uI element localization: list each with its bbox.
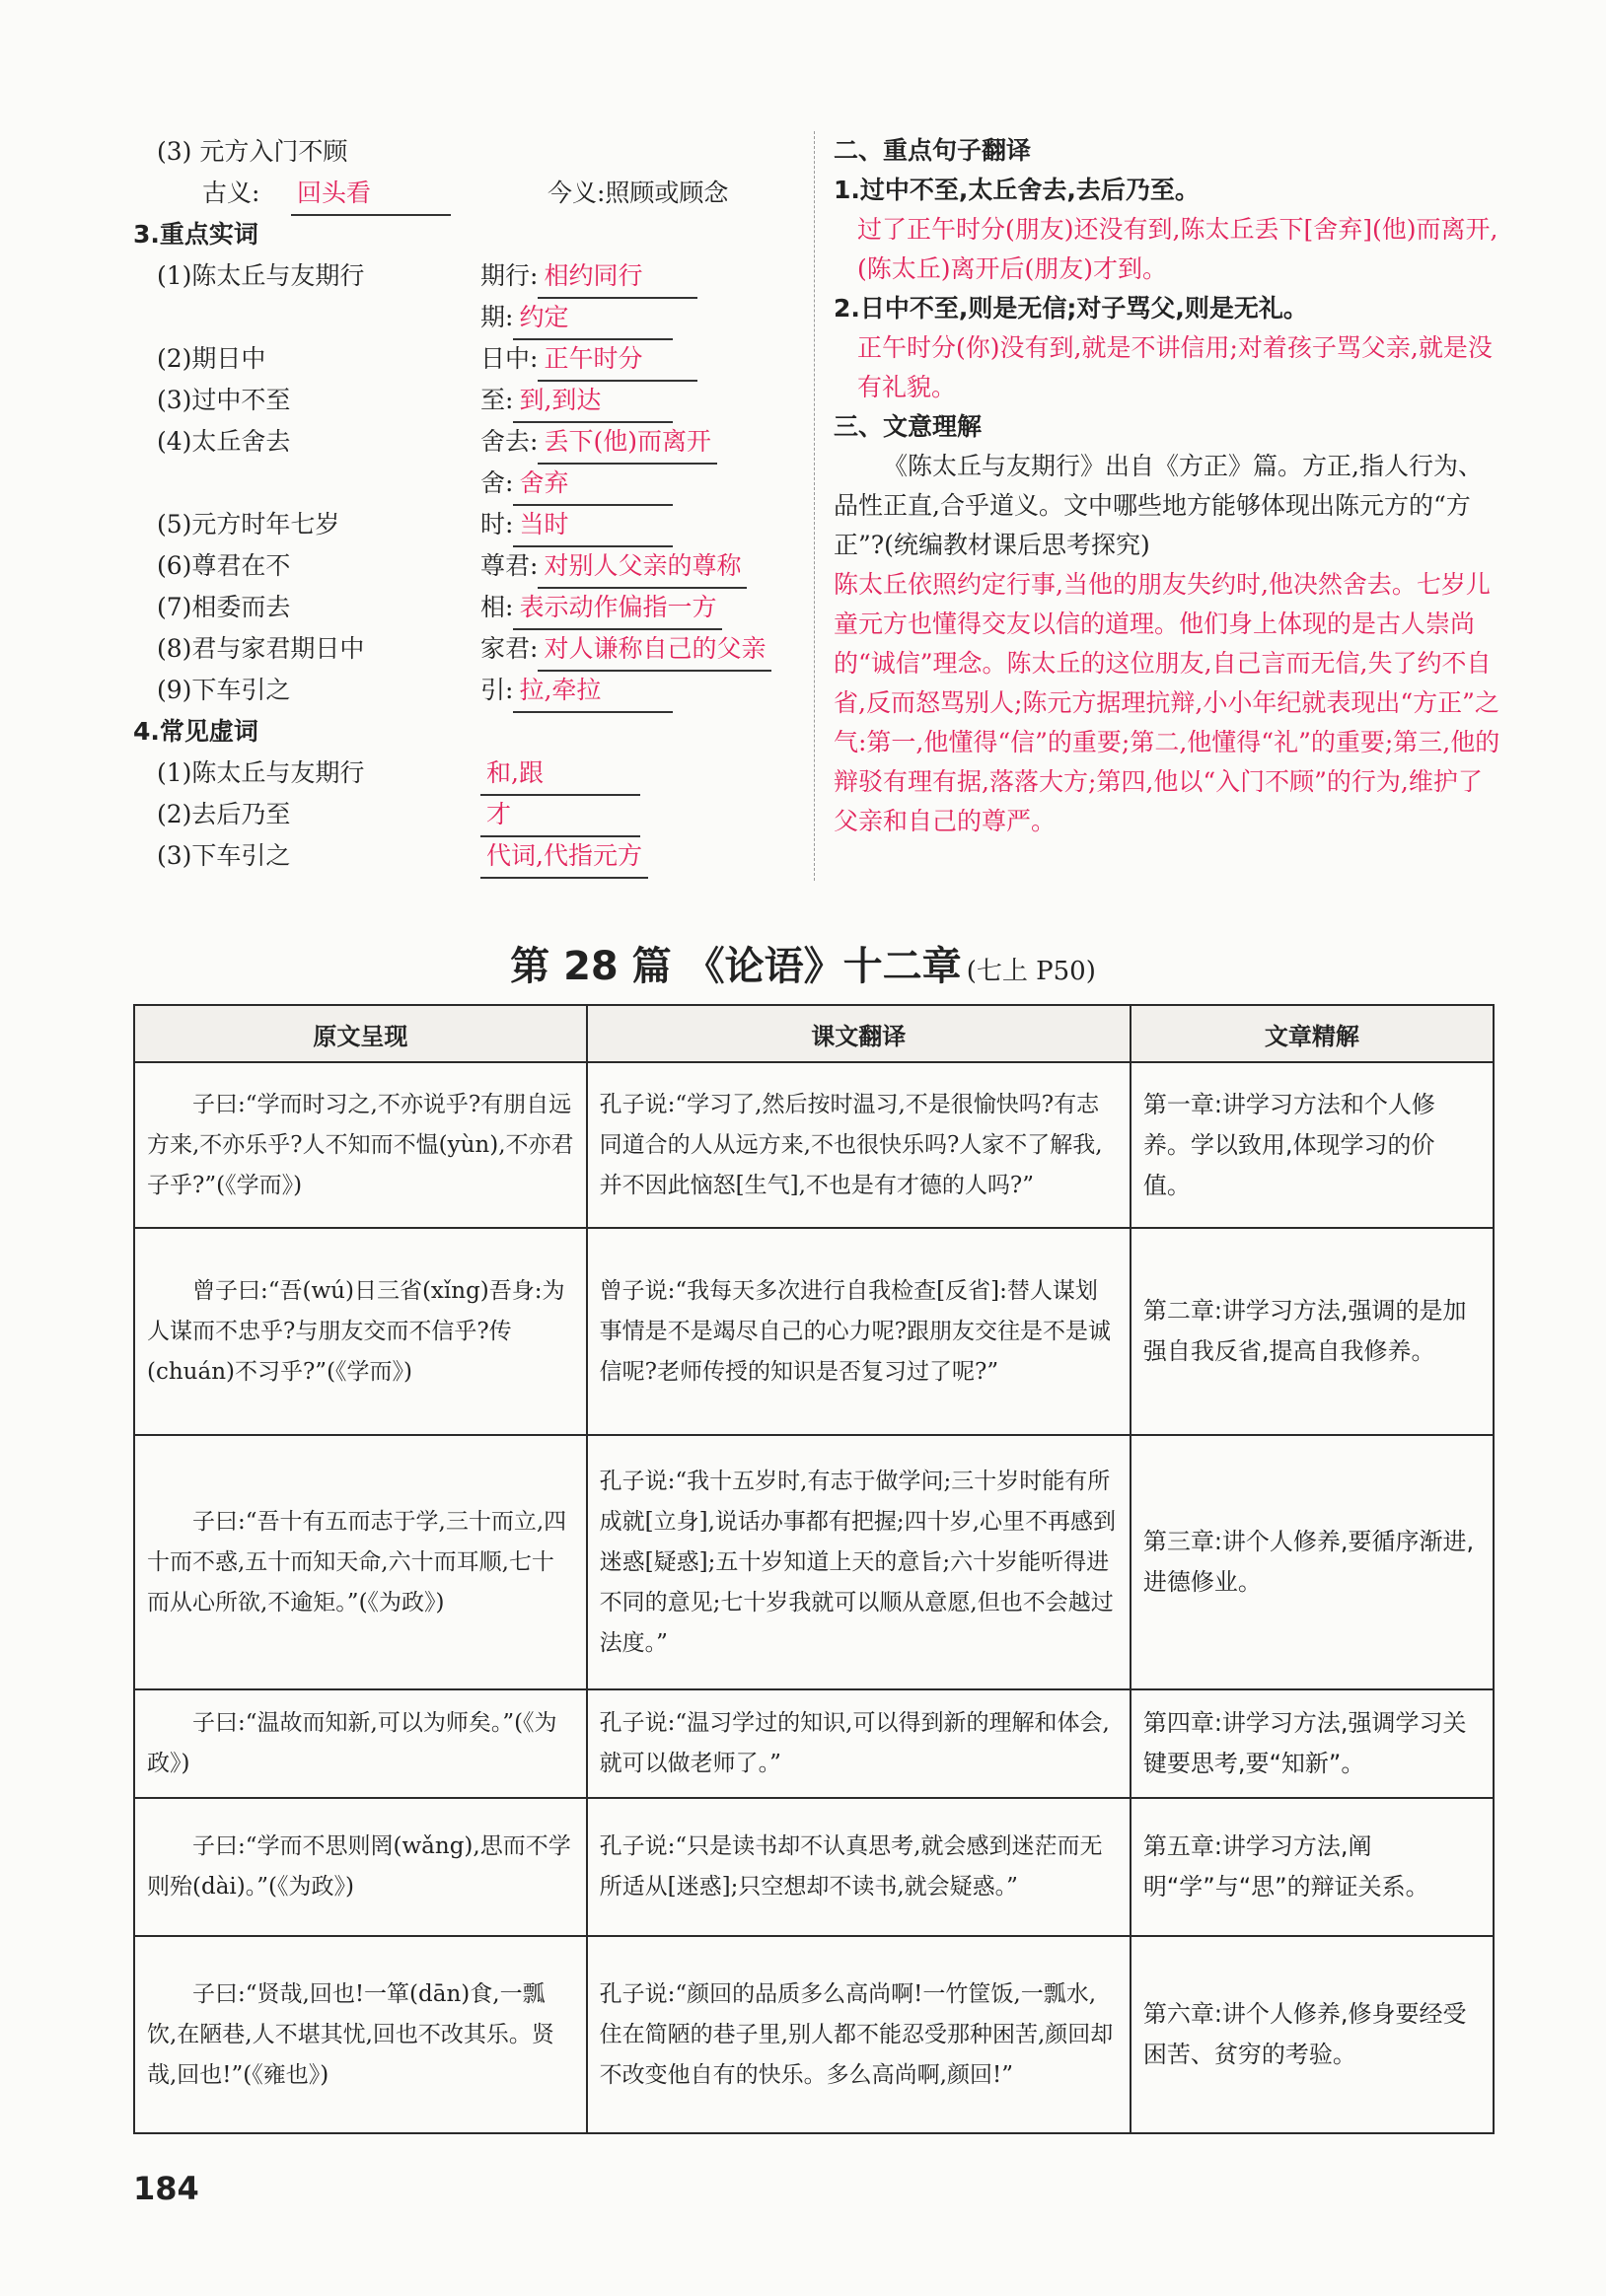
vocab-heading: 4.常见虚词 — [133, 717, 258, 746]
vocab-source: (5)元方时年七岁 — [157, 510, 340, 538]
vocab-source: (4)太丘舍去 — [157, 427, 291, 456]
vocab-row — [133, 753, 804, 794]
vocab-answer: 舍弃 — [513, 463, 673, 506]
vocab-answer: 对别人父亲的尊称 — [538, 545, 747, 589]
vocab-source: (3)过中不至 — [157, 386, 291, 414]
table-row — [134, 1936, 1494, 2133]
vocab-row — [133, 255, 804, 297]
translation-text: 孔子说:“温习学过的知识,可以得到新的理解和体会,就可以做老师了。” — [587, 1689, 1131, 1798]
vocab-row — [133, 628, 804, 670]
vocab-row — [133, 380, 804, 421]
vocab-answer: 拉,牵拉 — [513, 670, 673, 713]
chapter-main-title: 第 28 篇 《论语》十二章 — [510, 944, 962, 989]
sentence-answer: 过了正午时分(朋友)还没有到,陈太丘丢下[舍弃](他)而离开,(陈太丘)离开后(朋友)才到。 — [857, 215, 1498, 283]
original-text: 子曰:“温故而知新,可以为师矣。”(《为政》) — [134, 1689, 587, 1798]
vocab-source: (8)君与家君期日中 — [157, 634, 365, 663]
header-analysis: 文章精解 — [1131, 1005, 1494, 1062]
vocab-source: (3) 元方入门不顾 — [157, 137, 348, 166]
table-row — [134, 1062, 1494, 1228]
header-translation: 课文翻译 — [587, 1005, 1131, 1062]
sentence-answer: 正午时分(你)没有到,就是不讲信用;对着孩子骂父亲,就是没有礼貌。 — [857, 333, 1493, 401]
vocab-answer: 丢下(他)而离开 — [538, 421, 717, 465]
analysis-text: 第四章:讲学习方法,强调学习关键要思考,要“知新”。 — [1131, 1689, 1494, 1798]
original-text: 子曰:“学而时习之,不亦说乎?有朋自远方来,不亦乐乎?人不知而不愠(yùn),不亦君子乎?”(《学而》) — [134, 1062, 587, 1228]
vocab-row — [133, 587, 804, 628]
vocab-term: 期行: — [480, 261, 539, 290]
vocab-row — [133, 131, 804, 173]
vocab-source: (2)去后乃至 — [157, 800, 291, 828]
vocab-answer: 才 — [480, 794, 640, 837]
vocab-term: 日中: — [480, 344, 539, 373]
vocab-answer: 当时 — [513, 504, 673, 547]
vocab-row — [133, 463, 804, 504]
vocab-term: 期: — [480, 303, 514, 331]
vocab-term: 引: — [480, 676, 514, 704]
vocab-term: 舍去: — [480, 427, 539, 456]
vocab-term: 至: — [480, 386, 514, 414]
vocab-answer: 相约同行 — [538, 255, 697, 299]
vocab-source: (6)尊君在不 — [157, 551, 291, 580]
table-header-row — [134, 1005, 1494, 1062]
chapter-title — [0, 935, 1606, 991]
translation-text: 孔子说:“我十五岁时,有志于做学问;三十岁时能有所成就[立身],说话办事都有把握;四十岁,心里不再感到迷惑[疑惑];五十岁知道上天的意旨;六十岁能听得进不同的意见;七十岁我就可以顺从意愿,但也不会越过法度。” — [587, 1435, 1131, 1689]
translation-text: 孔子说:“学习了,然后按时温习,不是很愉快吗?有志同道合的人从远方来,不也很快乐吗?人家不了解我,并不因此恼怒[生气],不也是有才德的人吗?” — [587, 1062, 1131, 1228]
vocab-source: (3)下车引之 — [157, 841, 291, 870]
vocab-answer: 正午时分 — [538, 338, 697, 382]
header-original: 原文呈现 — [134, 1005, 587, 1062]
vocab-row — [133, 794, 804, 835]
analysis-text: 第一章:讲学习方法和个人修养。学以致用,体现学习的价值。 — [1131, 1062, 1494, 1228]
translation-section — [834, 131, 1504, 841]
vocab-answer: 约定 — [513, 297, 673, 340]
original-text: 子曰:“吾十有五而志于学,三十而立,四十而不惑,五十而知天命,六十而耳顺,七十而从心所欲,不逾矩。”(《为政》) — [134, 1435, 587, 1689]
sentence-question: 1.过中不至,太丘舍去,去后乃至。 — [834, 176, 1200, 204]
vocab-row — [133, 338, 804, 380]
table-row — [134, 1435, 1494, 1689]
analysis-text: 第六章:讲个人修养,修身要经受困苦、贫穷的考验。 — [1131, 1936, 1494, 2133]
vocab-source: 古义: — [202, 179, 260, 207]
vocab-source: (1)陈太丘与友期行 — [157, 261, 365, 290]
translation-text: 曾子说:“我每天多次进行自我检查[反省]:替人谋划事情是不是竭尽自己的心力呢?跟朋友交往是不是诚信呢?老师传授的知识是否复习过了呢?” — [587, 1228, 1131, 1435]
table-row — [134, 1798, 1494, 1936]
vocab-source: (1)陈太丘与友期行 — [157, 758, 365, 787]
table-row — [134, 1228, 1494, 1435]
translation-text: 孔子说:“只是读书却不认真思考,就会感到迷茫而无所适从[迷惑];只空想却不读书,就会疑惑。” — [587, 1798, 1131, 1936]
vocab-row — [133, 504, 804, 545]
vocab-answer: 回头看 — [291, 173, 451, 216]
vocab-heading: 3.重点实词 — [133, 220, 258, 249]
vocab-answer: 到,到达 — [513, 380, 673, 423]
vocab-modern-meaning: 今义:照顾或顾念 — [548, 179, 729, 207]
page-number: 184 — [133, 2170, 199, 2207]
vocab-term: 舍: — [480, 468, 514, 497]
comprehension-question: 《陈太丘与友期行》出自《方正》篇。方正,指人行为、品性正直,合乎道义。文中哪些地方能够体现出陈元方的“方正”?(统编教材课后思考探究) — [834, 452, 1483, 559]
vocab-term: 家君: — [480, 634, 539, 663]
vocab-answer: 代词,代指元方 — [480, 835, 648, 879]
vocab-row — [133, 711, 804, 753]
original-text: 曾子曰:“吾(wú)日三省(xǐng)吾身:为人谋而不忠乎?与朋友交而不信乎?传(chuán)不习乎?”(《学而》) — [134, 1228, 587, 1435]
vocab-row — [133, 421, 804, 463]
table-row — [134, 1689, 1494, 1798]
vocab-term: 时: — [480, 510, 514, 538]
analysis-text: 第五章:讲学习方法,阐明“学”与“思”的辩证关系。 — [1131, 1798, 1494, 1936]
section-title: 二、重点句子翻译 — [834, 136, 1032, 165]
translation-text: 孔子说:“颜回的品质多么高尚啊!一竹筐饭,一瓢水,住在简陋的巷子里,别人都不能忍受那种困苦,颜回却不改变他自有的快乐。多么高尚啊,颜回!” — [587, 1936, 1131, 2133]
comprehension-answer: 陈太丘依照约定行事,当他的朋友失约时,他决然舍去。七岁儿童元方也懂得交友以信的道理。他们身上体现的是古人崇尚的“诚信”理念。陈太丘的这位朋友,自己言而无信,失了约不自省,反而怒骂别人;陈元方据理抗辩,小小年纪就表现出“方正”之气:第一,他懂得“信”的重要;第二,他懂得“礼”的重要;第三,他的辩驳有理有据,落落大方;第四,他以“入门不顾”的行为,维护了父亲和自己的尊严。 — [834, 570, 1500, 835]
vocab-row — [133, 173, 804, 214]
vocab-section — [133, 131, 804, 877]
vocab-answer: 对人谦称自己的父亲 — [538, 628, 771, 672]
vocab-term: 尊君: — [480, 551, 539, 580]
vocab-row — [133, 670, 804, 711]
vocab-row — [133, 835, 804, 877]
section-title: 三、文意理解 — [834, 412, 983, 441]
vocab-source: (7)相委而去 — [157, 593, 291, 621]
vocab-row — [133, 545, 804, 587]
analysis-text: 第三章:讲个人修养,要循序渐进,进德修业。 — [1131, 1435, 1494, 1689]
chapter-ref: (七上 P50) — [966, 957, 1096, 986]
vocab-source: (9)下车引之 — [157, 676, 291, 704]
vocab-row — [133, 214, 804, 255]
vocab-source: (2)期日中 — [157, 344, 266, 373]
vocab-answer: 和,跟 — [480, 753, 640, 796]
original-text: 子曰:“贤哉,回也!一箪(dān)食,一瓢饮,在陋巷,人不堪其忧,回也不改其乐。贤哉,回也!”(《雍也》) — [134, 1936, 587, 2133]
original-text: 子曰:“学而不思则罔(wǎng),思而不学则殆(dài)。”(《为政》) — [134, 1798, 587, 1936]
vocab-answer: 表示动作偏指一方 — [513, 587, 722, 630]
vocab-term: 相: — [480, 593, 514, 621]
sentence-question: 2.日中不至,则是无信;对子骂父,则是无礼。 — [834, 294, 1308, 323]
analysis-text: 第二章:讲学习方法,强调的是加强自我反省,提高自我修养。 — [1131, 1228, 1494, 1435]
column-divider — [814, 131, 815, 881]
lunyu-table — [133, 1004, 1495, 2134]
vocab-row — [133, 297, 804, 338]
